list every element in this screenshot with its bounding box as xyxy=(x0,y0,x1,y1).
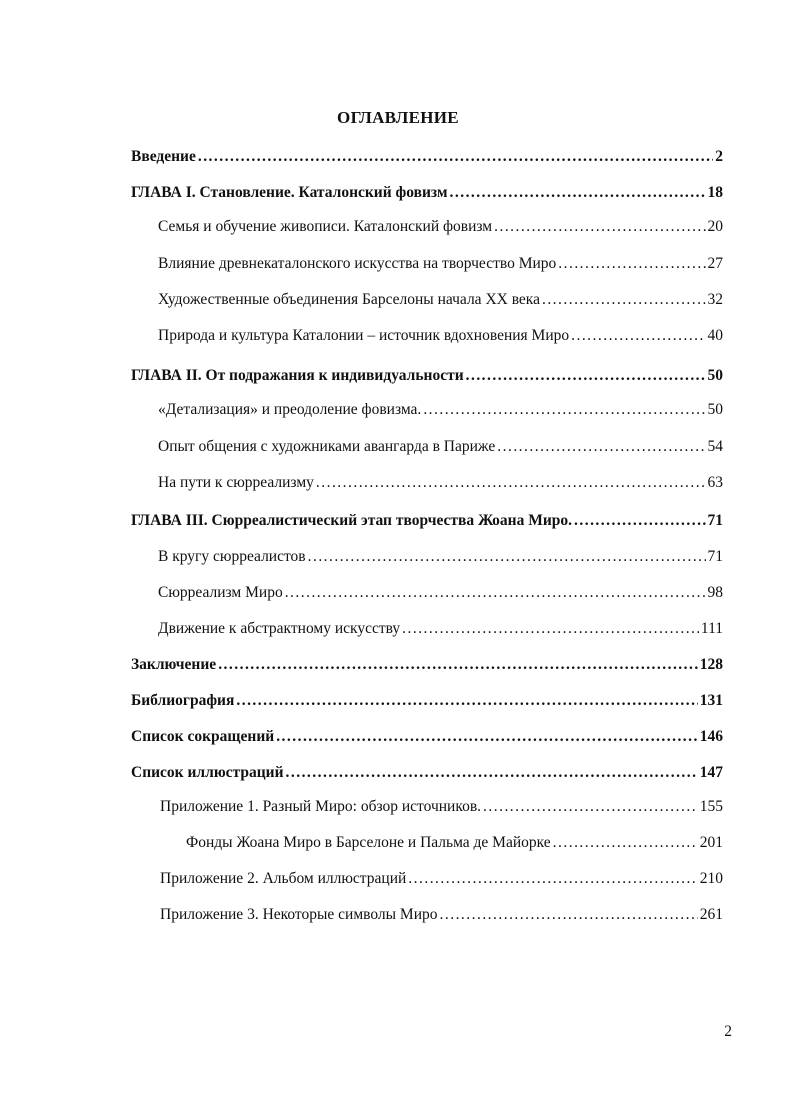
toc-entry-title: «Детализация» и преодоление фовизма. xyxy=(158,401,422,418)
toc-entry xyxy=(158,289,723,311)
toc-leader-dots xyxy=(440,904,698,926)
toc-entry xyxy=(158,436,723,458)
toc-entry-title: Введение xyxy=(131,148,196,165)
toc-entry-page: 54 xyxy=(707,438,723,455)
toc-entry-title: Сюрреализм Миро xyxy=(158,584,283,601)
toc-entry-page: 50 xyxy=(707,367,723,384)
toc-entry-page: 261 xyxy=(699,906,723,923)
toc-entry-title: Приложение 3. Некоторые символы Миро xyxy=(160,906,438,923)
toc-entry-page: 18 xyxy=(707,184,723,201)
toc-entry xyxy=(158,618,723,640)
toc-leader-dots xyxy=(316,472,706,494)
toc-leader-dots xyxy=(497,436,705,458)
toc-leader-dots xyxy=(218,654,698,676)
page-number: 2 xyxy=(724,1023,732,1040)
toc-leader-dots xyxy=(553,832,698,854)
toc-entry-page: 147 xyxy=(699,764,723,781)
toc-entry-title: ГЛАВА II. От подражания к индивидуальности xyxy=(131,367,464,384)
toc-entry-page: 27 xyxy=(707,255,723,272)
toc-entry-page: 40 xyxy=(707,327,723,344)
toc-entry xyxy=(158,546,723,568)
toc-entry xyxy=(158,253,723,275)
toc-leader-dots xyxy=(450,182,706,204)
toc-entry xyxy=(160,796,723,818)
toc-entry-title: Влияние древнекаталонского искусства на творчество Миро xyxy=(158,255,557,272)
toc-entry xyxy=(158,216,723,238)
toc-entry-page: 128 xyxy=(699,656,723,673)
toc-entry-page: 155 xyxy=(699,798,723,815)
toc-leader-dots xyxy=(483,796,698,818)
toc-entry xyxy=(186,832,723,854)
toc-entry xyxy=(131,146,723,168)
toc-leader-dots xyxy=(574,510,705,532)
toc-entry-title: На пути к сюрреализму xyxy=(158,474,314,491)
toc-entry xyxy=(131,365,723,387)
toc-leader-dots xyxy=(571,325,705,347)
toc-entry xyxy=(131,654,723,676)
toc-leader-dots xyxy=(236,690,697,712)
toc-entry-title: Фонды Жоана Миро в Барселоне и Пальма де Майорке xyxy=(186,834,551,851)
toc-entry-page: 98 xyxy=(707,584,723,601)
toc-entry-title: Библиография xyxy=(131,692,235,709)
toc-entry-page: 20 xyxy=(707,218,723,235)
toc-entry-page: 111 xyxy=(700,620,723,637)
toc-leader-dots xyxy=(285,582,706,604)
toc-entry-page: 50 xyxy=(707,401,723,418)
toc-entry xyxy=(158,472,723,494)
toc-entry xyxy=(158,582,723,604)
toc-entry-title: Опыт общения с художниками авангарда в Париже xyxy=(158,438,496,455)
toc-leader-dots xyxy=(402,618,699,640)
toc-entry xyxy=(131,726,723,748)
toc-entry xyxy=(158,325,723,347)
toc-entry xyxy=(131,762,723,784)
toc-entry-title: Движение к абстрактному искусству xyxy=(158,620,401,637)
toc-entry-title: ГЛАВА I. Становление. Каталонский фовизм xyxy=(131,184,448,201)
toc-entry-page: 131 xyxy=(699,692,723,709)
toc-entry-page: 210 xyxy=(699,870,723,887)
toc-entry-title: Приложение 2. Альбом иллюстраций xyxy=(160,870,407,887)
toc-entry-title: В кругу сюрреалистов xyxy=(158,548,306,565)
toc-entry-title: Список сокращений xyxy=(131,728,275,745)
toc-entry xyxy=(160,904,723,926)
toc-entry-title: ГЛАВА III. Сюрреалистический этап творчества Жоана Миро. xyxy=(131,512,573,529)
toc-entry-title: Заключение xyxy=(131,656,217,673)
toc-leader-dots xyxy=(198,146,713,168)
toc-leader-dots xyxy=(308,546,706,568)
toc-title: ОГЛАВЛЕНИЕ xyxy=(337,108,459,127)
toc-entry xyxy=(131,510,723,532)
toc-leader-dots xyxy=(423,399,705,421)
toc-entry-page: 71 xyxy=(707,512,723,529)
toc-entry-page: 63 xyxy=(707,474,723,491)
toc-entry xyxy=(131,182,723,204)
toc-entry-page: 2 xyxy=(715,148,723,165)
toc-leader-dots xyxy=(466,365,706,387)
toc-entry-title: Природа и культура Каталонии – источник вдохновения Миро xyxy=(158,327,570,344)
toc-entry-page: 71 xyxy=(707,548,723,565)
toc-leader-dots xyxy=(286,762,698,784)
toc-entry-title: Приложение 1. Разный Миро: обзор источников. xyxy=(160,798,482,815)
toc-entry xyxy=(131,690,723,712)
toc-leader-dots xyxy=(558,253,705,275)
toc-entry xyxy=(160,868,723,890)
toc-leader-dots xyxy=(542,289,706,311)
toc-leader-dots xyxy=(408,868,697,890)
toc-entry xyxy=(158,399,723,421)
toc-entry-page: 32 xyxy=(707,291,723,308)
toc-entry-title: Список иллюстраций xyxy=(131,764,284,781)
toc-leader-dots xyxy=(494,216,705,238)
toc-leader-dots xyxy=(276,726,698,748)
toc-entry-page: 201 xyxy=(699,834,723,851)
toc-entry-page: 146 xyxy=(699,728,723,745)
toc-entry-title: Семья и обучение живописи. Каталонский фовизм xyxy=(158,218,493,235)
toc-entry-title: Художественные объединения Барселоны начала XX века xyxy=(158,291,540,308)
